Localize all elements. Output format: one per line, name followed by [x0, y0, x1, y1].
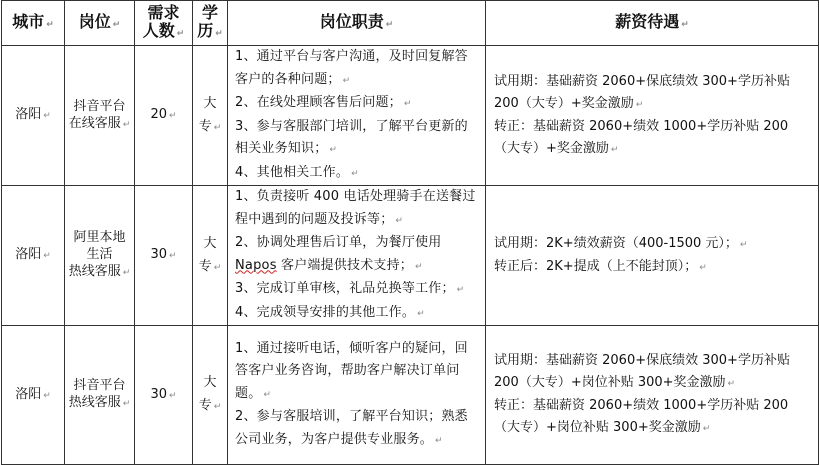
header-education: 学 历 ↵: [193, 1, 228, 46]
city-cell: 洛阳 ↵: [2, 326, 65, 465]
header-position: 岗位 ↵: [65, 1, 135, 46]
header-headcount: 需求 人数 ↵: [135, 1, 193, 46]
education-cell: 大 专 ↵: [193, 46, 228, 186]
job-table: [1, 0, 819, 465]
table-row: [2, 326, 819, 465]
salary-cell: 试用期：基础薪资 2060+保底绩效 300+学历补贴 200（大专）+岗位补贴 300+奖金激励 ↵ 转正：基础薪资 2060+绩效 1000+学历补贴 200（大专）+岗位补贴 300+奖金激励 ↵: [486, 326, 819, 465]
duties-cell: 1、通过接听电话，倾听客户的疑问，回答客户业务咨询，帮助客户解决订单问题。 ↵ 2、参与客服培训，了解平台知识；熟悉公司业务，为客户提供专业服务。 ↵: [228, 326, 486, 465]
duties-cell: 1、负责接听 400 电话处理骑手在送餐过程中遇到的问题及投诉等； ↵ 2、协调处理售后订单，为餐厅使用 Napos 客户端提供技术支持； ↵ 3、完成订单审核，礼品兑换等工作； ↵ 4、完成领导安排的其他工作。 ↵: [228, 186, 486, 326]
city-cell: 洛阳 ↵: [2, 186, 65, 326]
spellcheck-word: Napos: [235, 257, 277, 273]
header-duties: 岗位职责 ↵: [228, 1, 486, 46]
header-row: [2, 1, 819, 46]
table-row: [2, 46, 819, 186]
city-cell: 洛阳 ↵: [2, 46, 65, 186]
position-cell: 抖音平台 在线客服 ↵: [65, 46, 135, 186]
duties-cell: 1、通过平台与客户沟通，及时回复解答客户的各种问题； ↵ 2、在线处理顾客售后问题； ↵ 3、参与客服部门培训，了解平台更新的相关业务知识； ↵ 4、其他相关工作。 ↵: [228, 46, 486, 186]
position-cell: 抖音平台 热线客服 ↵: [65, 326, 135, 465]
salary-cell: 试用期：2K+绩效薪资（400-1500 元）； ↵ 转正后：2K+提成（上不能封顶）； ↵: [486, 186, 819, 326]
header-city: 城市 ↵: [2, 1, 65, 46]
headcount-cell: 30 ↵: [135, 326, 193, 465]
education-cell: 大 专 ↵: [193, 326, 228, 465]
salary-cell: 试用期：基础薪资 2060+保底绩效 300+学历补贴 200（大专）+奖金激励 ↵ 转正：基础薪资 2060+绩效 1000+学历补贴 200（大专）+奖金激励 ↵: [486, 46, 819, 186]
position-cell: 阿里本地 生活 热线客服 ↵: [65, 186, 135, 326]
header-salary: 薪资待遇 ↵: [486, 1, 819, 46]
table-row: [2, 186, 819, 326]
headcount-cell: 20 ↵: [135, 46, 193, 186]
education-cell: 大 专 ↵: [193, 186, 228, 326]
headcount-cell: 30 ↵: [135, 186, 193, 326]
